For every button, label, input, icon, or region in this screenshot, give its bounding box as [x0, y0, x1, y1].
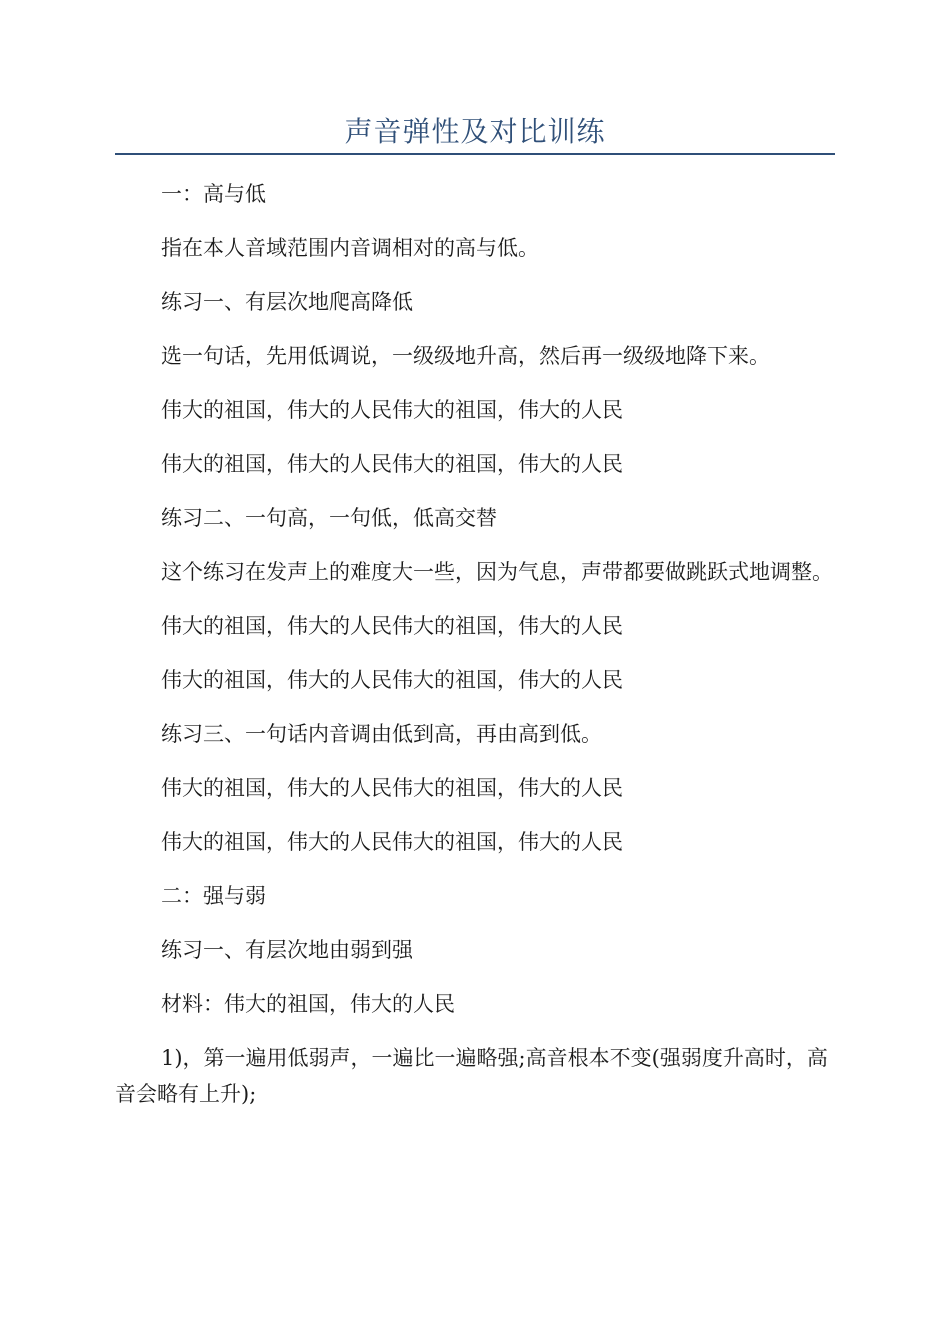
- instruction-item: 1)，第一遍用低弱声，一遍比一遍略强;高音根本不变(强弱度升高时，高音会略有上升);: [115, 1046, 828, 1106]
- paragraph: 指在本人音域范围内音调相对的高与低。: [161, 236, 539, 260]
- paragraph: 这个练习在发声上的难度大一些，因为气息，声带都要做跳跃式地调整。: [161, 560, 833, 584]
- document-title: 声音弹性及对比训练: [344, 115, 606, 148]
- paragraph: 选一句话，先用低调说，一级级地升高，然后再一级级地降下来。: [161, 344, 770, 368]
- document-body: [115, 176, 835, 1112]
- exercise-heading: 练习一、有层次地爬高降低: [161, 290, 413, 314]
- practice-line: 伟大的祖国，伟大的人民伟大的祖国，伟大的人民: [161, 614, 623, 638]
- title-underline: [115, 153, 835, 155]
- section-heading-high-low: 一：高与低: [161, 182, 266, 206]
- exercise-heading: 练习三、一句话内音调由低到高，再由高到低。: [161, 722, 602, 746]
- practice-line: 伟大的祖国，伟大的人民伟大的祖国，伟大的人民: [161, 452, 623, 476]
- practice-line: 伟大的祖国，伟大的人民伟大的祖国，伟大的人民: [161, 398, 623, 422]
- exercise-heading: 练习二、一句高，一句低，低高交替: [161, 506, 497, 530]
- exercise-heading: 练习一、有层次地由弱到强: [161, 938, 413, 962]
- practice-line: 伟大的祖国，伟大的人民伟大的祖国，伟大的人民: [161, 830, 623, 854]
- material-line: 材料：伟大的祖国，伟大的人民: [161, 992, 455, 1016]
- section-heading-strong-weak: 二：强与弱: [161, 884, 266, 908]
- practice-line: 伟大的祖国，伟大的人民伟大的祖国，伟大的人民: [161, 668, 623, 692]
- practice-line: 伟大的祖国，伟大的人民伟大的祖国，伟大的人民: [161, 776, 623, 800]
